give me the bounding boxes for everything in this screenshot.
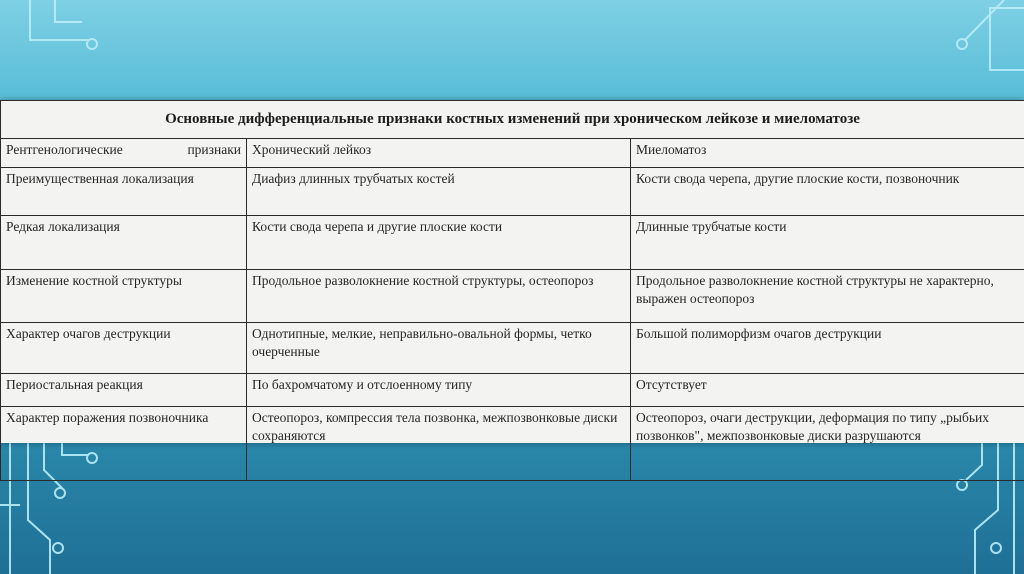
myelomatosis-cell: Большой полиморфизм очагов деструкции bbox=[631, 323, 1024, 374]
circuit-node bbox=[55, 488, 65, 498]
header-signs: Рентгенологические признаки bbox=[1, 139, 247, 168]
circuit-trace bbox=[990, 8, 1024, 70]
leukemia-cell: Кости свода черепа и другие плоские кости bbox=[247, 216, 631, 269]
circuit-node bbox=[957, 39, 967, 49]
myelomatosis-cell: Кости свода черепа, другие плоские кости, позвоночник bbox=[631, 167, 1024, 216]
row-label: Характер поражения позвоночника bbox=[1, 407, 247, 481]
row-label: Характер очагов деструкции bbox=[1, 323, 247, 374]
myelomatosis-cell: Продольное разволокнение костной структуры не характерно, выражен остеопороз bbox=[631, 269, 1024, 322]
leukemia-cell: Однотипные, мелкие, неправильно-овальной формы, четко очерченные bbox=[247, 323, 631, 374]
circuit-node bbox=[957, 480, 967, 490]
circuit-trace bbox=[55, 0, 82, 22]
myelomatosis-cell: Отсутствует bbox=[631, 374, 1024, 407]
circuit-trace bbox=[965, 0, 1004, 40]
leukemia-cell: Диафиз длинных трубчатых костей bbox=[247, 167, 631, 216]
table-panel bbox=[0, 100, 1024, 443]
table-header-row bbox=[1, 139, 1024, 168]
circuit-node bbox=[53, 543, 63, 553]
differential-signs-table bbox=[0, 100, 1024, 481]
row-label: Периостальная реакция bbox=[1, 374, 247, 407]
table-row bbox=[1, 269, 1024, 322]
myelomatosis-cell: Длинные трубчатые кости bbox=[631, 216, 1024, 269]
myelomatosis-cell: Остеопороз, очаги деструкции, деформация по типу „рыбьих позвонков", межпозвонковые диски разрушаются bbox=[631, 407, 1024, 481]
table-row bbox=[1, 216, 1024, 269]
table-title: Основные дифференциальные признаки костных изменений при хроническом лейкозе и миеломатозе bbox=[0, 100, 1024, 138]
leukemia-cell: Продольное разволокнение костной структуры, остеопороз bbox=[247, 269, 631, 322]
circuit-node bbox=[87, 39, 97, 49]
header-myelomatosis: Миеломатоз bbox=[631, 139, 1024, 168]
circuit-node bbox=[991, 543, 1001, 553]
circuit-trace bbox=[30, 0, 88, 40]
table-row bbox=[1, 323, 1024, 374]
row-label: Редкая локализация bbox=[1, 216, 247, 269]
table-row bbox=[1, 374, 1024, 407]
row-label: Преимущественная локализация bbox=[1, 167, 247, 216]
header-chronic-leukemia: Хронический лейкоз bbox=[247, 139, 631, 168]
table-row bbox=[1, 407, 1024, 481]
leukemia-cell: По бахромчатому и отслоенному типу bbox=[247, 374, 631, 407]
row-label: Изменение костной структуры bbox=[1, 269, 247, 322]
leukemia-cell: Остеопороз, компрессия тела позвонка, межпозвонковые диски сохраняются bbox=[247, 407, 631, 481]
table-row bbox=[1, 167, 1024, 216]
